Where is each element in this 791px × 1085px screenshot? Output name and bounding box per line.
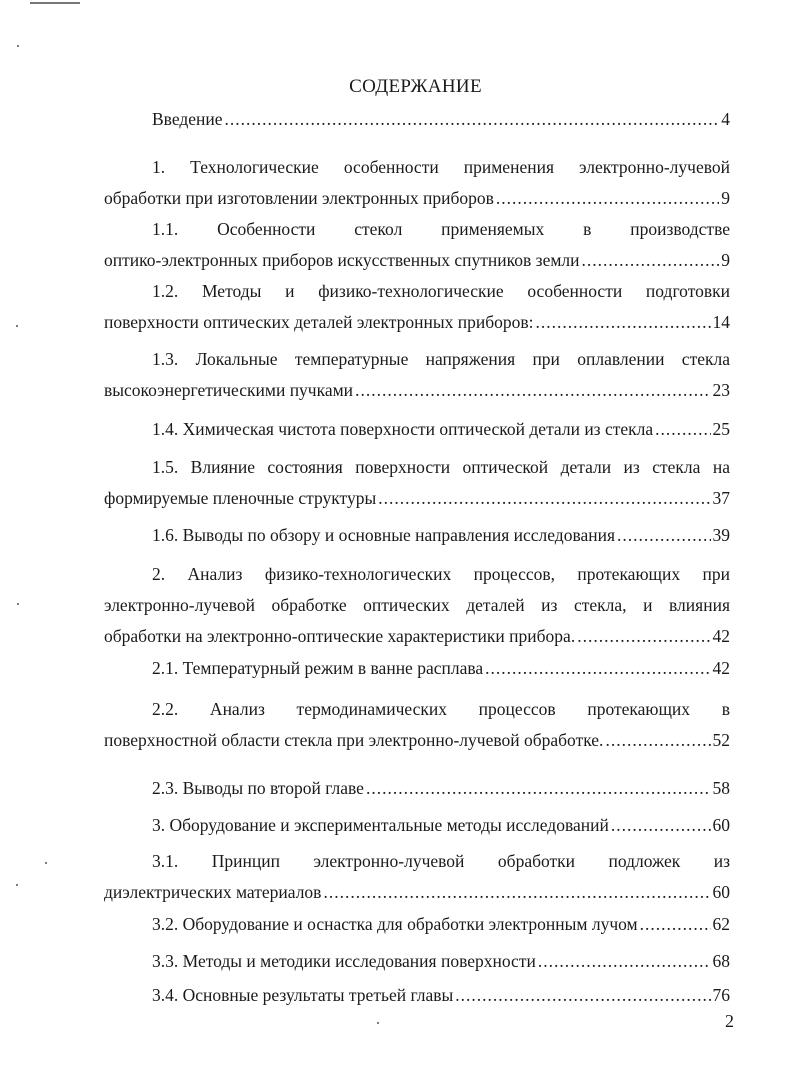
toc-entry[interactable] bbox=[104, 520, 730, 551]
toc-entry[interactable] bbox=[104, 414, 730, 445]
toc-entry-leader-line bbox=[104, 414, 730, 445]
toc-entry-leader-line bbox=[104, 375, 730, 406]
toc-entry-leader-line bbox=[104, 810, 730, 841]
toc-entry-line: 2. Анализ физико-технологических процессов, протекающих при bbox=[152, 564, 730, 584]
dot-leader bbox=[538, 946, 711, 977]
toc-page-number: 39 bbox=[712, 525, 730, 545]
dot-leader bbox=[617, 520, 710, 551]
toc-entry-title: Введение bbox=[152, 109, 223, 129]
toc-entry-leader-line bbox=[104, 909, 730, 940]
dot-leader bbox=[582, 245, 720, 276]
toc-entry[interactable] bbox=[104, 452, 730, 514]
scan-speck bbox=[45, 862, 47, 864]
toc-entry-title: оптико-электронных приборов искусственных спутников земли bbox=[104, 250, 580, 270]
toc-entry-title: 3.2. Оборудование и оснастка для обработки электронным лучом bbox=[152, 914, 638, 934]
toc-entry[interactable] bbox=[104, 653, 730, 684]
dot-leader bbox=[611, 810, 711, 841]
toc-entry-leader-line bbox=[104, 307, 730, 338]
toc-entry[interactable] bbox=[104, 152, 730, 214]
toc-entry-leader-line bbox=[104, 653, 730, 684]
toc-entry-title: 1.6. Выводы по обзору и основные направления исследования bbox=[152, 525, 616, 545]
toc-page-number: 52 bbox=[712, 730, 730, 750]
dot-leader bbox=[640, 909, 711, 940]
page-number: 2 bbox=[725, 1011, 734, 1031]
toc-entry-title: 2.1. Температурный режим в ванне расплава bbox=[152, 658, 484, 678]
toc-entry-line: электронно-лучевой обработке оптических деталей из стекла, и влияния bbox=[104, 595, 730, 615]
toc-entry-leader-line bbox=[104, 946, 730, 977]
toc-entry-title: 1.4. Химическая чистота поверхности оптической детали из стекла bbox=[152, 419, 654, 439]
page-title: СОДЕРЖАНИЕ bbox=[349, 76, 482, 97]
toc-entry-title: поверхностной области стекла при электронно-лучевой обработке. bbox=[104, 730, 604, 750]
toc-entry[interactable] bbox=[104, 980, 730, 1011]
toc-entry[interactable] bbox=[104, 559, 730, 652]
toc-page-number: 68 bbox=[712, 951, 730, 971]
toc-entry-title: 3.3. Методы и методики исследования поверхности bbox=[152, 951, 536, 971]
toc-entry[interactable] bbox=[104, 846, 730, 908]
dot-leader bbox=[225, 104, 720, 135]
toc-entry-leader-line bbox=[104, 621, 730, 652]
toc-page-number: 62 bbox=[712, 914, 730, 934]
dot-leader bbox=[577, 621, 710, 652]
dot-leader bbox=[496, 183, 719, 214]
toc-entry-line: 1.5. Влияние состояния поверхности оптической детали из стекла на bbox=[152, 457, 730, 477]
toc-entry[interactable] bbox=[104, 344, 730, 406]
toc-entry[interactable] bbox=[104, 104, 730, 135]
scan-speck bbox=[17, 45, 19, 47]
toc-entry[interactable] bbox=[104, 773, 730, 804]
toc-entry[interactable] bbox=[104, 946, 730, 977]
toc-entry[interactable] bbox=[104, 214, 730, 276]
toc-entry-leader-line bbox=[104, 877, 730, 908]
dot-leader bbox=[605, 725, 710, 756]
scan-speck bbox=[16, 884, 18, 886]
dot-leader bbox=[378, 483, 710, 514]
toc-page-number: 14 bbox=[712, 312, 730, 332]
toc-entry-title: высокоэнергетическими пучками bbox=[104, 380, 354, 400]
toc-entry[interactable] bbox=[104, 694, 730, 756]
toc-page-number: 58 bbox=[712, 778, 730, 798]
dot-leader bbox=[455, 980, 710, 1011]
dot-leader bbox=[485, 653, 710, 684]
toc-entry-title: формируемые пленочные структуры bbox=[104, 488, 377, 508]
scan-artifact bbox=[30, 2, 80, 7]
toc-page-number: 42 bbox=[712, 626, 730, 646]
toc-entry-leader-line bbox=[104, 980, 730, 1011]
toc-entry[interactable] bbox=[104, 810, 730, 841]
toc-entry-leader-line bbox=[104, 725, 730, 756]
toc-entry-title: обработки при изготовлении электронных приборов bbox=[104, 188, 494, 208]
toc-page-number: 76 bbox=[712, 985, 730, 1005]
toc-entry-line: 1.3. Локальные температурные напряжения при оплавлении стекла bbox=[152, 349, 730, 369]
toc-entry-line: 1.2. Методы и физико-технологические особенности подготовки bbox=[152, 281, 730, 301]
toc-page-number: 9 bbox=[721, 250, 730, 270]
toc-entry-line: 1. Технологические особенности применения электронно-лучевой bbox=[152, 157, 730, 177]
scan-speck bbox=[377, 1022, 379, 1024]
toc-entry[interactable] bbox=[104, 276, 730, 338]
toc-entry-line: 3.1. Принцип электронно-лучевой обработки подложек из bbox=[152, 851, 730, 871]
toc-entry[interactable] bbox=[104, 909, 730, 940]
toc-entry-title: обработки на электронно-оптические характеристики прибора. bbox=[104, 626, 576, 646]
toc-entry-leader-line bbox=[104, 773, 730, 804]
scan-speck bbox=[16, 325, 18, 327]
toc-entry-leader-line bbox=[104, 483, 730, 514]
toc-entry-title: 3.4. Основные результаты третьей главы bbox=[152, 985, 454, 1005]
toc-page-number: 25 bbox=[712, 419, 730, 439]
toc-entry-leader-line bbox=[104, 183, 730, 214]
toc-page-number: 23 bbox=[712, 380, 730, 400]
toc-page-number: 42 bbox=[712, 658, 730, 678]
toc-page-number: 60 bbox=[712, 882, 730, 902]
dot-leader bbox=[655, 414, 710, 445]
dot-leader bbox=[536, 307, 711, 338]
toc-entry-title: диэлектрических материалов bbox=[104, 882, 322, 902]
toc-page-number: 9 bbox=[721, 188, 730, 208]
toc-entry-title: 2.3. Выводы по второй главе bbox=[152, 778, 364, 798]
toc-page-number: 60 bbox=[712, 815, 730, 835]
toc-entry-line: 2.2. Анализ термодинамических процессов протекающих в bbox=[152, 699, 730, 719]
toc-entry-leader-line bbox=[104, 245, 730, 276]
toc-entry-leader-line bbox=[104, 104, 730, 135]
toc-entry-line: 1.1. Особенности стекол применяемых в производстве bbox=[152, 219, 730, 239]
scan-speck bbox=[17, 603, 19, 605]
toc-entry-leader-line bbox=[104, 520, 730, 551]
toc-entry-title: поверхности оптических деталей электронных приборов: bbox=[104, 312, 534, 332]
toc-page-number: 4 bbox=[721, 109, 730, 129]
dot-leader bbox=[355, 375, 710, 406]
toc-page-number: 37 bbox=[712, 488, 730, 508]
dot-leader bbox=[366, 773, 711, 804]
dot-leader bbox=[323, 877, 710, 908]
toc-entry-title: 3. Оборудование и экспериментальные методы исследований bbox=[152, 815, 609, 835]
